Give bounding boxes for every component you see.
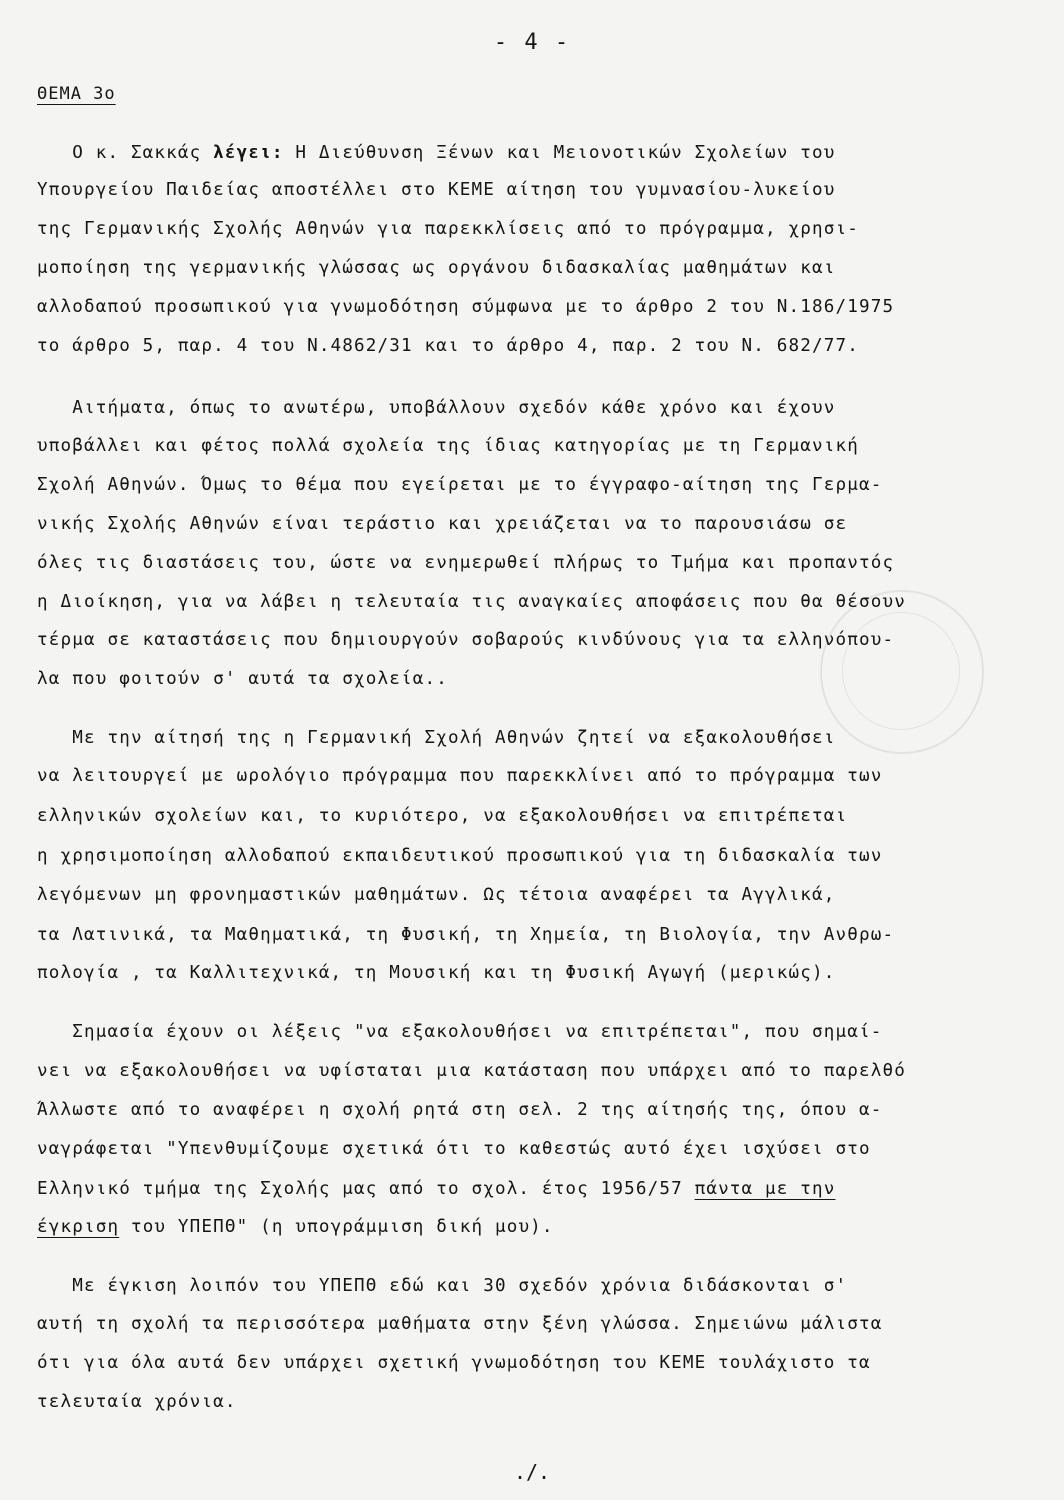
paragraph-3-line-5: τα Λατινικά, τα Μαθηματικά, τη Φυσική, τη Χημεία, τη Βιολογία, την Ανθρω-: [37, 925, 895, 945]
faint-stamp-seal: [820, 590, 984, 754]
paragraph-5-line-2: ότι για όλα αυτά δεν υπάρχει σχετική γνωμοδότηση του ΚΕΜΕ τουλάχιστο τα: [37, 1353, 871, 1373]
p4-line4-text: Ελληνικό τμήμα της Σχολής μας από το σχολ. έτος 1956/57: [37, 1179, 695, 1199]
paragraph-4-line-2: Άλλωστε από το αναφέρει η σχολή ρητά στη σελ. 2 της αίτησής της, όπου α-: [37, 1100, 883, 1120]
paragraph-4-line-0: Σημασία έχουν οι λέξεις "να εξακολουθήσει να επιτρέπεται", που σημαί-: [37, 1022, 883, 1042]
paragraph-5-line-0: Με έγκιση λοιπόν του ΥΠΕΠΘ εδώ και 30 σχεδόν χρόνια διδάσκονται σ': [37, 1276, 848, 1296]
paragraph-3-line-6: πολογία , τα Καλλιτεχνικά, τη Μουσική και τη Φυσική Αγωγή (μερικώς).: [37, 963, 836, 983]
underlined-phrase: πάντα με την: [694, 1179, 836, 1199]
paragraph-3-line-2: ελληνικών σχολείων και, το κυριότερο, να εξακολουθήσει να επιτρέπεται: [37, 806, 848, 826]
paragraph-2-line-3: νικής Σχολής Αθηνών είναι τεράστιο και χρειάζεται να το παρουσιάσω σε: [37, 514, 848, 534]
paragraph-1-line-3: μοποίηση της γερμανικής γλώσσας ως οργάνου διδασκαλίας μαθημάτων και: [37, 258, 836, 278]
speaker-verb: λέγει:: [213, 143, 284, 163]
continuation-mark: ./.: [513, 1460, 551, 1484]
paragraph-2-line-2: Σχολή Αθηνών. Όμως το θέμα που εγείρεται με το έγγραφο-αίτηση της Γερμα-: [37, 475, 883, 495]
paragraph-3-line-1: να λειτουργεί με ωρολόγιο πρόγραμμα που παρεκκλίνει από το πρόγραμμα των: [37, 766, 883, 786]
paragraph-1-line-5: το άρθρο 5, παρ. 4 του Ν.4862/31 και το άρθρο 4, παρ. 2 του Ν. 682/77.: [37, 336, 859, 356]
paragraph-3-line-4: λεγόμενων μη φρονημαστικών μαθημάτων. Ως τέτοια αναφέρει τα Αγγλικά,: [37, 885, 836, 905]
paragraph-5-line-1: αυτή τη σχολή τα περισσότερα μαθήματα στην ξένη γλώσσα. Σημειώνω μάλιστα: [37, 1314, 883, 1334]
paragraph-2-line-5: η Διοίκηση, για να λάβει η τελευταία τις αναγκαίες αποφάσεις που θα θέσουν: [37, 592, 906, 612]
section-heading: ΘΕΜΑ 3ο: [37, 84, 116, 104]
paragraph-1-line-1: Υπουργείου Παιδείας αποστέλλει στο ΚΕΜΕ αίτηση του γυμνασίου-λυκείου: [37, 180, 836, 200]
underlined-word: έγκριση: [37, 1217, 120, 1237]
paragraph-2-line-7: λα που φοιτούν σ' αυτά τα σχολεία..: [37, 669, 448, 689]
p1-lead: Ο κ. Σακκάς: [37, 143, 214, 163]
paragraph-4-line-4: [37, 1179, 836, 1199]
paragraph-5-line-3: τελευταία χρόνια.: [37, 1392, 237, 1412]
paragraph-3-line-3: η χρησιμοποίηση αλλοδαπού εκπαιδευτικού προσωπικού για τη διδασκαλία των: [37, 846, 883, 866]
paragraph-1-line-2: της Γερμανικής Σχολής Αθηνών για παρεκκλίσεις από το πρόγραμμα, χρησι-: [37, 219, 859, 239]
paragraph-2-line-0: Αιτήματα, όπως το ανωτέρω, υποβάλλουν σχεδόν κάθε χρόνο και έχουν: [37, 398, 836, 418]
paragraph-1-line-4: αλλοδαπού προσωπικού για γνωμοδότηση σύμφωνα με το άρθρο 2 του Ν.186/1975: [37, 297, 895, 317]
paragraph-4-line-5: [37, 1217, 554, 1237]
paragraph-2-line-6: τέρμα σε καταστάσεις που δημιουργούν σοβαρούς κινδύνους για τα ελληνόπου-: [37, 630, 895, 650]
paragraph-3-line-0: Με την αίτησή της η Γερμανική Σχολή Αθηνών ζητεί να εξακολουθήσει: [37, 728, 836, 748]
paragraph-4-line-3: ναγράφεται "Υπενθυμίζουμε σχετικά ότι το καθεστώς αυτό έχει ισχύσει στο: [37, 1139, 871, 1159]
page-number: - 4 -: [493, 30, 571, 55]
paragraph-2-line-1: υποβάλλει και φέτος πολλά σχολεία της ίδιας κατηγορίας με τη Γερμανική: [37, 436, 859, 456]
p1-rest: Η Διεύθυνση Ξένων και Μειονοτικών Σχολείων του: [283, 143, 836, 163]
paragraph-2-line-4: όλες τις διαστάσεις του, ώστε να ενημερωθεί πλήρως το Τμήμα και προπαντός: [37, 553, 895, 573]
paragraph-1-line-0: [37, 143, 836, 163]
p4-line5-text: του ΥΠΕΠΘ" (η υπογράμμιση δική μου).: [119, 1217, 554, 1237]
paragraph-4-line-1: νει να εξακολουθήσει να υφίσταται μια κατάσταση που υπάρχει από το παρελθό: [37, 1061, 906, 1081]
